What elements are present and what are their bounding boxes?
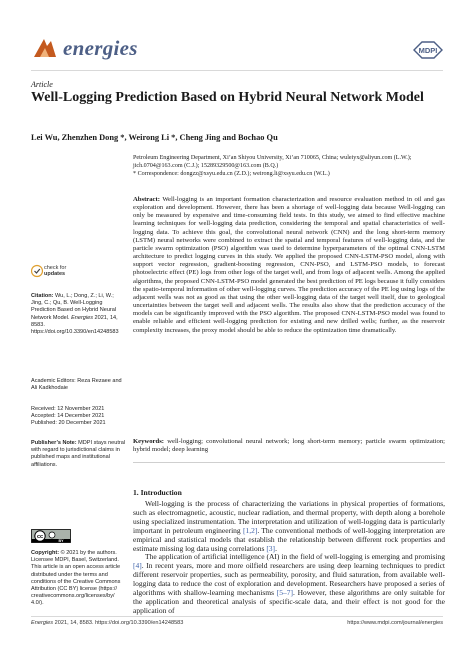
- check-line-1: check for: [44, 265, 67, 271]
- abstract-divider: [133, 462, 445, 463]
- footer-journal-link[interactable]: https://www.mdpi.com/journal/energies: [347, 620, 443, 626]
- journal-name[interactable]: energies: [63, 36, 138, 60]
- energies-logo-icon: [31, 37, 59, 59]
- keywords-label: Keywords:: [133, 438, 164, 445]
- copyright-block: [31, 550, 126, 608]
- page-footer: [31, 620, 443, 626]
- citation-journal: Energies: [71, 314, 93, 321]
- footer-journal: Energies: [31, 620, 54, 626]
- mdpi-logo-icon[interactable]: [412, 40, 444, 60]
- citation-block: [31, 293, 126, 336]
- citation-rest: 2021, 14, 8583. https://doi.org/10.3390/en14248583: [31, 314, 119, 336]
- accepted-date: Accepted: 14 December 2021: [31, 413, 105, 420]
- citation-text: Wu, L.; Dong, Z.; Li, W.; Jing, C.; Qu, B. Well-Logging Prediction Based on Hybrid Neural Network Model.: [31, 293, 117, 321]
- section-heading: 1. Introduction: [133, 488, 182, 497]
- abstract-label: Abstract:: [133, 196, 160, 203]
- affiliation-text: Petroleum Engineering Department, Xi’an Shiyou University, Xi’an 710065, China; wuleiyx@aliyun.com (L.W.); jich.0704@163.com (C.J.); 15289329500@163.com (B.Q.): [133, 155, 412, 170]
- dates-block: [31, 406, 126, 428]
- check-for-updates-label[interactable]: [44, 265, 66, 277]
- received-date: Received: 12 November 2021: [31, 406, 105, 412]
- citation-link[interactable]: [5–7]: [276, 587, 293, 597]
- p1c-text: .: [275, 543, 277, 553]
- author-list: Lei Wu, Zhenzhen Dong *, Weirong Li *, Cheng Jing and Bochao Qu: [31, 133, 278, 142]
- header-divider: [31, 70, 443, 71]
- paragraph-2: [133, 553, 445, 616]
- academic-editors: Academic Editors: Reza Rezaee and Ali Kadkhodaie: [31, 378, 122, 392]
- abstract: [133, 196, 445, 335]
- abstract-text: Well-logging is an important formation characterization and resource evaluation method in oil and gas exploration and development. However, there has been a shortage of well-logging data because Well-logging can only be measured by expensive and time-consuming field tests. In this study, we aimed to find effective machine learning techniques for well-logging data prediction, considering the temporal and spatial characteristics of well-logging data. To achieve this goal, the convolutional neural network (CNN) and the long short-term memory (LSTM) neural networks were combined to extract the spatial and temporal features of well-logging data, and the particle swarm optimization (PSO) algorithm was used to determine hyperparameters of the optimal CNN-LSTM architecture to predict logging curves in this study. We applied the proposed CNN-LSTM-PSO model, along with support vector regression, gradient-boosting regression, CNN-PSO, and LSTM-PSO models, to forecast photoelectric effect (PE) logs from other logs of the target well, and from logs of adjacent wells. Among the applied algorithms, the proposed CNN-LSTM-PSO model generated the best prediction of PE logs because it fully considers the spatio-temporal information of other well-logging curves. The prediction accuracy of the PE log using logs of the adjacent wells was not as good as that using the other well-logging data of the target well itself, due to geological uncertainties between the target well and adjacent wells. The results also show that the prediction accuracy of the models can be significantly improved with the PSO algorithm. The proposed CNN-LSTM-PSO model was found to enable reliable and efficient well-logging prediction for existing and new drilled wells; further, as the reservoir complexity increases, the proxy model should be able to reduce the optimization time dramatically.: [133, 196, 445, 334]
- check-for-updates-icon[interactable]: [31, 264, 43, 280]
- p2c-text: . However, these algorithms are only suitable for the application and theoretical analysis of specific-scale data, and their effect is not good for the application of: [133, 587, 445, 615]
- publisher-note: [31, 440, 126, 469]
- p1b-text: . The conventional methods of well-logging interpretation are empirical and statistical models that establish the relationship between different rock properties and estimate missing log data using correlations: [133, 525, 446, 553]
- publisher-name: MDPI: [418, 46, 438, 55]
- p1-text: Well-logging is the process of characterizing the variations in physical properties of formations, such as electromagnetic, acoustic, nuclear radiation, and thermal property, with depth along a borehole using specialized instrumentation. The interpretation and utilization of well-logging data is particularly important in petroleum engineering: [133, 499, 445, 535]
- publisher-note-text: MDPI stays neutral with regard to jurisdictional claims in published maps and institutional affiliations.: [31, 440, 126, 468]
- correspondence-text: * Correspondence: dongzz@xsyu.edu.cn (Z.D.); weirong.li@xsyu.edu.cn (W.L.): [133, 171, 330, 178]
- keywords: [133, 438, 445, 454]
- citation-link[interactable]: [4]: [133, 560, 142, 570]
- cc-text: cc: [36, 534, 44, 541]
- article-type: Article: [31, 80, 53, 89]
- copyright-text: © 2021 by the authors. Licensee MDPI, Basel, Switzerland. This article is an open access article distributed under the terms and conditions of the Creative Commons Attribution (CC BY) license (https:// creativecommons.org/licenses/by/ 4.0/).: [31, 550, 121, 607]
- citation-link[interactable]: [3]: [266, 543, 276, 553]
- p2b-text: . In recent years, more and more oilfield researchers are using deep learning techniques to predict different reservoir properties, such as permeability, porosity, and fluid saturation, from available well-logging data to reduce the cost of exploration and development. Researchers have proposed a series of algorithms with shallow-learning mechanisms: [133, 560, 445, 597]
- footer-divider: [31, 616, 443, 617]
- citation-link[interactable]: [1,2]: [242, 525, 258, 535]
- p2-text: The application of artificial intelligence (AI) in the field of well-logging is emerging and promising: [145, 552, 445, 561]
- publisher-note-label: Publisher’s Note:: [31, 440, 77, 446]
- footer-citation[interactable]: 2021, 14, 8583. https://doi.org/10.3390/en14248583: [54, 620, 184, 626]
- paragraph-1: [133, 500, 445, 554]
- affiliation-block: [133, 154, 445, 179]
- published-date: Published: 20 December 2021: [31, 420, 106, 427]
- by-text: BY: [58, 539, 64, 543]
- citation-label: Citation:: [31, 293, 54, 299]
- cc-by-license-icon[interactable]: [31, 529, 71, 543]
- article-title: Well-Logging Prediction Based on Hybrid Neural Network Model: [31, 90, 424, 105]
- check-line-2: updates: [44, 271, 66, 277]
- keywords-text: well-logging; convolutional neural network; long short-term memory; particle swarm optimization; hybrid model; deep learning: [133, 438, 445, 454]
- copyright-label: Copyright:: [31, 550, 60, 556]
